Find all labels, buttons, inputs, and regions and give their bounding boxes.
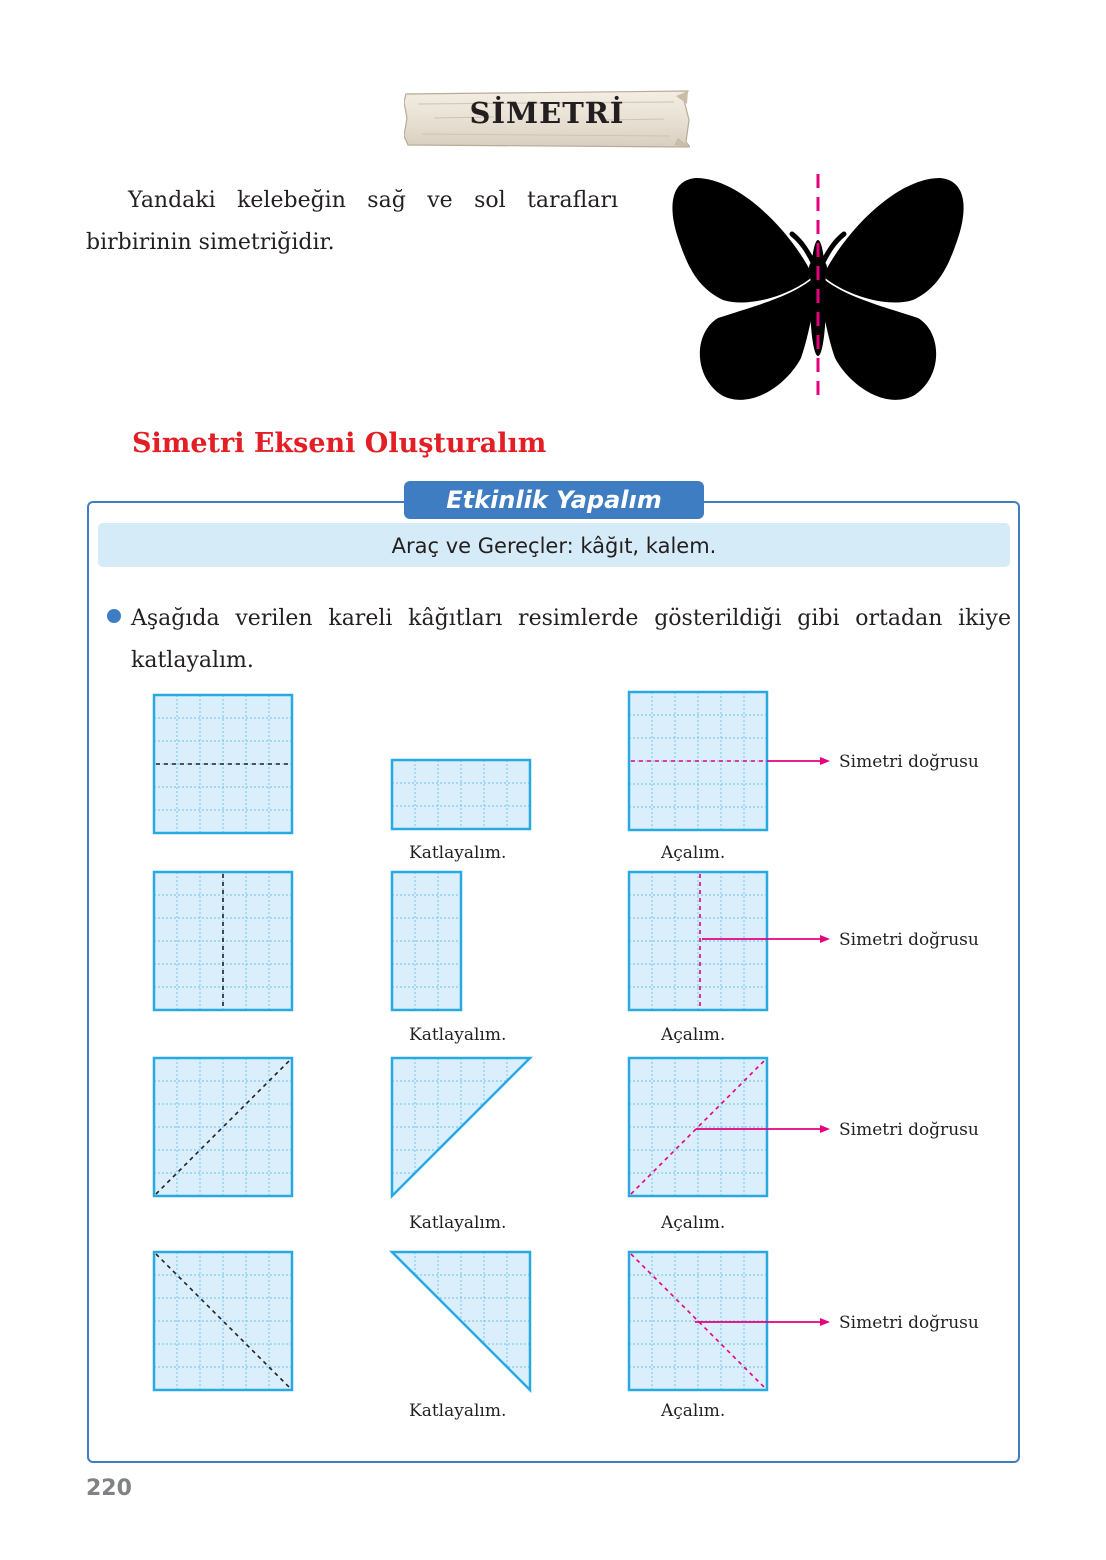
symmetry-label: Simetri doğrusu — [839, 1313, 979, 1333]
section-heading: Simetri Ekseni Oluşturalım — [132, 428, 547, 459]
symmetry-label: Simetri doğrusu — [839, 930, 979, 950]
caption-fold: Katlayalım. — [409, 1025, 507, 1045]
instruction-text: Aşağıda verilen kareli kâğıtları resimlerde gösterildiği gibi ortadan ikiye katlayalım. — [131, 606, 1011, 673]
symmetry-arrow-head — [820, 757, 830, 765]
materials-bar: Araç ve Gereçler: kâğıt, kalem. — [98, 523, 1010, 567]
symmetry-arrow-head — [820, 935, 830, 943]
caption-open: Açalım. — [661, 843, 726, 863]
page-title: SİMETRİ — [469, 96, 625, 130]
symmetry-label: Simetri doğrusu — [839, 1120, 979, 1140]
page-number: 220 — [86, 1476, 132, 1501]
caption-fold: Katlayalım. — [409, 843, 507, 863]
symmetry-label: Simetri doğrusu — [839, 752, 979, 772]
paper-folded — [392, 1058, 530, 1196]
caption-fold: Katlayalım. — [409, 1213, 507, 1233]
paper-folded — [392, 1252, 530, 1390]
caption-open: Açalım. — [661, 1213, 726, 1233]
intro-text: Yandaki kelebeğin sağ ve sol tarafları birbirinin simetriğidir. — [86, 188, 618, 255]
paper-folded — [392, 760, 530, 829]
activity-tab: Etkinlik Yapalım — [404, 481, 704, 519]
symmetry-arrow-head — [820, 1318, 830, 1326]
paper-opened — [629, 872, 767, 1010]
paper-folded — [392, 872, 461, 1010]
symmetry-arrow-head — [820, 1125, 830, 1133]
caption-open: Açalım. — [661, 1025, 726, 1045]
caption-open: Açalım. — [661, 1401, 726, 1421]
caption-fold: Katlayalım. — [409, 1401, 507, 1421]
